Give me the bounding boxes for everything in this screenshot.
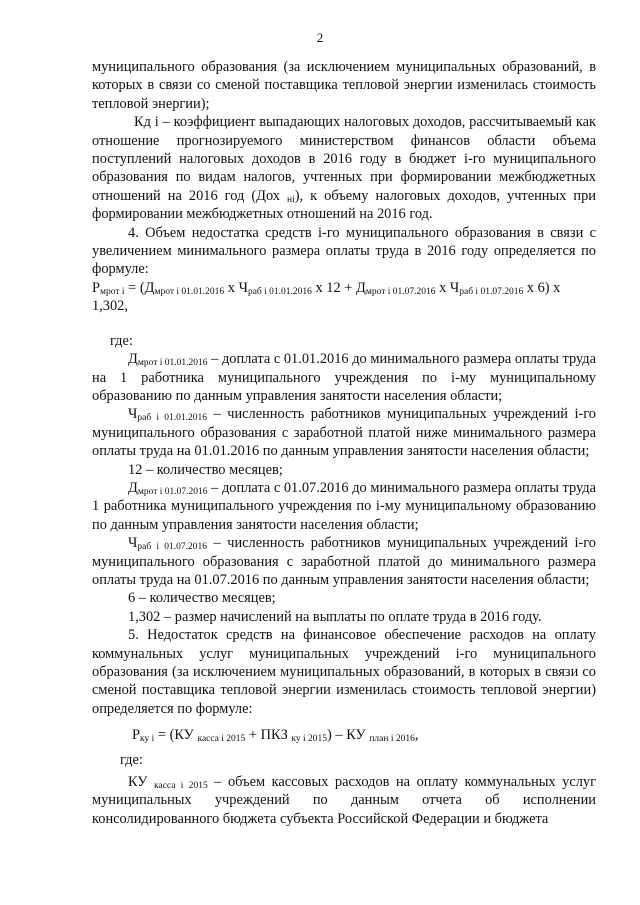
formula-mrot-p: Р [92, 279, 101, 296]
formula-mrot-end: х 6) х [523, 279, 561, 296]
definition-text: – объем кассовых расходов на оплату коммунальных услуг муниципальных учреждений по данным отчета об исполнении консолидированного бюджета субъекта Российской Федерации и бюджета [92, 774, 596, 827]
definition-subscript: раб i 01.07.2016 [137, 542, 208, 553]
definition-subscript: мрот i 01.07.2016 [137, 486, 208, 497]
formula-mrot-mid: х 12 + Д [311, 279, 366, 296]
paragraph-kd-coefficient [92, 113, 596, 223]
definition-text: – численность работников муниципальных учреждений i-го муниципального образования с заработной платой до минимального размера оплаты труда на 01.07.2016 по данным управления занятости населения области; [92, 535, 596, 588]
definition-item [92, 608, 596, 626]
formula-ku-p: Р [132, 727, 141, 744]
definition-item [92, 589, 596, 607]
formula-mrot-x1: х Ч [224, 279, 248, 296]
formula-mrot-d2-sub: мрот i 01.07.2016 [365, 286, 436, 297]
definition-symbol: Ч [128, 535, 138, 552]
formula-ku [92, 726, 596, 744]
definition-item [92, 350, 596, 405]
definition-text: – размер начислений на выплаты по оплате труда в 2016 году. [160, 608, 542, 625]
formula-mrot-eq: = (Д [124, 279, 155, 296]
formula-ku-c: ) – КУ [327, 727, 370, 744]
definition-item [92, 461, 596, 479]
kd-subscript: нi [287, 194, 295, 205]
kd-tail-text: ), к объему налоговых доходов, учтенных при формировании межбюджетных отношений на 2016 год. [92, 187, 596, 223]
formula-mrot-c2-sub: раб i 01.07.2016 [459, 286, 524, 297]
formula-ku-b: + ПКЗ [245, 727, 292, 744]
document-body [92, 58, 596, 828]
definition-subscript: раб i 01.01.2016 [137, 413, 208, 424]
definition-subscript: мрот i 01.01.2016 [137, 358, 208, 369]
definition-symbol: КУ [128, 774, 155, 791]
where-label-1: где: [110, 332, 133, 349]
definition-symbol: Д [128, 351, 138, 368]
kd-lead-text: Кд i – коэффициент выпадающих налоговых доходов, рассчитываемый как отношение прогнозируемого министерством финансов области объема поступлений налоговых доходов в 2016 году в бюджет i-го муниципального образования по видам налогов, учтенных при формировании межбюджетных отношений на 2016 год (Дох [92, 114, 596, 204]
definition-text: – доплата с 01.01.2016 до минимального размера оплаты труда на 1 работника муниципального учреждения по i-му муниципальному образованию по данным управления занятости населения области; [92, 351, 596, 404]
definition-symbol: Д [128, 479, 138, 496]
definition-text: – доплата с 01.07.2016 до минимального размера оплаты труда 1 работника муниципального учреждения по i-му муниципальному образованию по данным управления занятости населения области; [92, 479, 596, 533]
definition-item [92, 534, 596, 589]
paragraph-section-5: 5. Недостаток средств на финансовое обеспечение расходов на оплату коммунальных услуг муниципальных учреждений i-го муниципального образования (за исключением муниципальных образований, в которых в связи со сменой поставщика тепловой энергии изменилась стоимость тепловой энергии) определяется по формуле: [92, 627, 596, 717]
definition-text: – численность работников муниципальных учреждений i-го муниципального образования с заработной платой ниже минимального размера оплаты труда на 01.01.2016 по данным управления занятости населения области; [92, 406, 596, 460]
definition-symbol: Ч [128, 406, 138, 423]
formula-mrot-c1-sub: раб i 01.01.2016 [247, 286, 312, 297]
formula-mrot-p-sub: мрот i [100, 286, 125, 297]
definition-symbol: 6 [128, 590, 136, 607]
formula-ku-p-sub: ку i [140, 734, 155, 745]
definition-text: – количество месяцев; [135, 590, 276, 607]
formula-mrot-d1-sub: мрот i 01.01.2016 [154, 286, 225, 297]
definition-item [92, 479, 596, 534]
formula-ku-b-sub: ку i 2015 [291, 734, 328, 745]
definition-item [92, 773, 596, 828]
formula-ku-a: = (КУ [154, 727, 198, 744]
paragraph-continuation: муниципального образования (за исключением муниципальных образований, в которых в связи со сменой поставщика тепловой энергии изменилась стоимость тепловой энергии); [92, 59, 596, 112]
formula-ku-end: , [414, 727, 419, 744]
definition-subscript: касса i 2015 [154, 781, 208, 792]
where-label-2: где: [120, 751, 143, 768]
definition-text: – количество месяцев; [142, 461, 283, 478]
formula-ku-a-sub: касса i 2015 [197, 734, 246, 745]
definition-item [92, 405, 596, 460]
page-number: 2 [316, 30, 324, 45]
formula-mrot-line2: 1,302, [92, 298, 128, 315]
formula-mrot-x2: х Ч [435, 279, 460, 296]
definition-symbol: 12 [128, 461, 143, 478]
formula-mrot [92, 279, 596, 297]
definition-symbol: 1,302 [128, 608, 161, 625]
paragraph-section-4: 4. Объем недостатка средств i-го муниципального образования в связи с увеличением минимального размера оплаты труда в 2016 году определяется по формуле: [92, 224, 596, 278]
formula-ku-c-sub: план i 2016 [369, 734, 415, 745]
